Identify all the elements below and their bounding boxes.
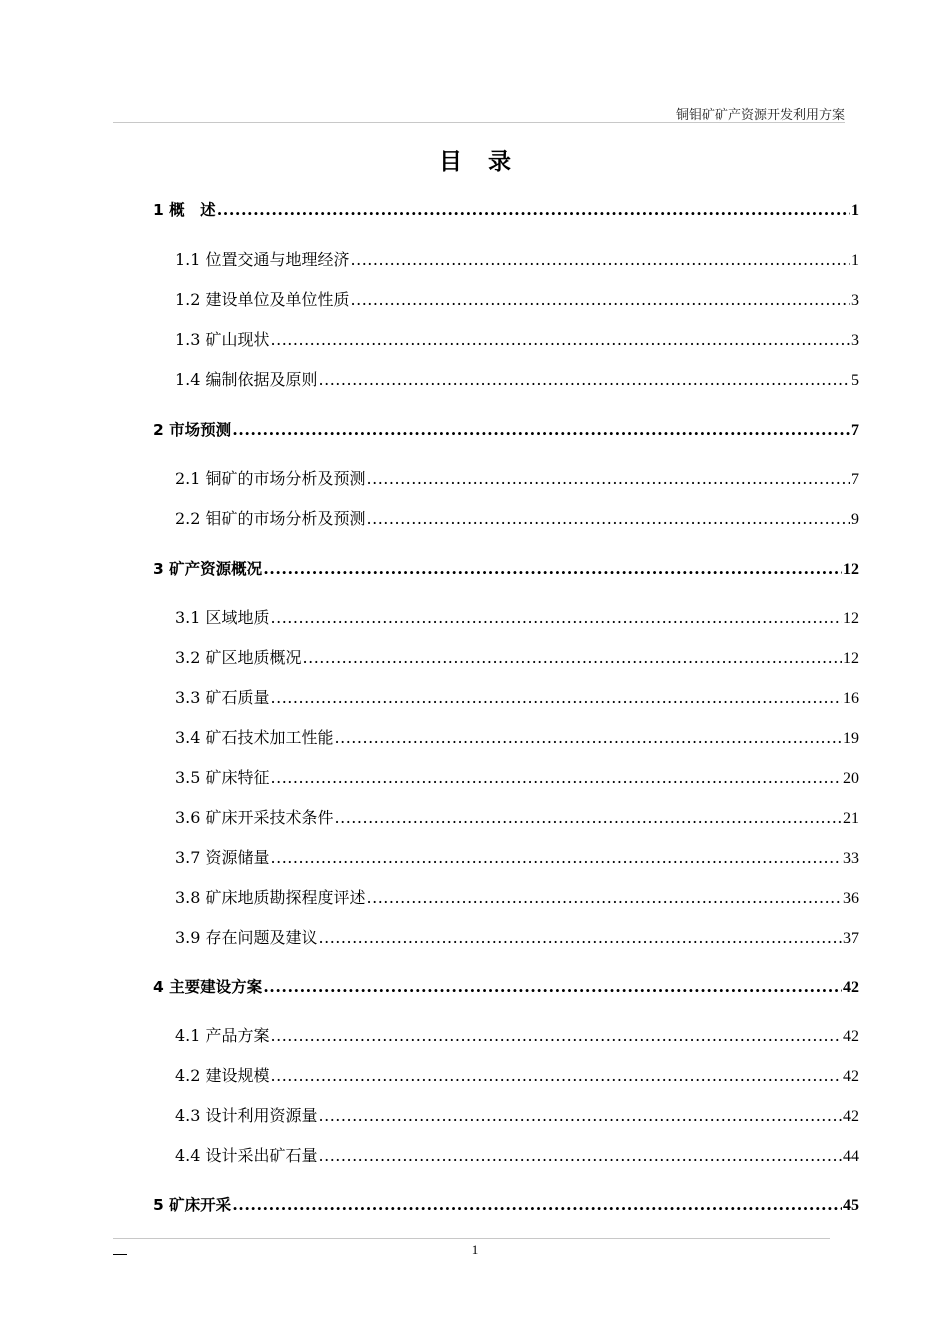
footer-divider [113, 1238, 830, 1239]
toc-dot-leader [335, 726, 842, 750]
toc-entry-label: 1.3 矿山现状 [175, 330, 270, 349]
toc-entry-label: 3.4 矿石技术加工性能 [175, 728, 334, 747]
toc-entry-label: 3.8 矿床地质勘探程度评述 [175, 888, 366, 907]
toc-section-entry[interactable] [175, 726, 859, 750]
toc-section-entry[interactable] [175, 766, 859, 790]
toc-dot-leader [263, 975, 842, 999]
toc-entry-page-number: 37 [843, 930, 859, 947]
toc-dot-leader [271, 606, 842, 630]
toc-section-entry[interactable] [175, 926, 859, 950]
toc-entry-label: 3 矿产资源概况 [153, 560, 263, 578]
page-number: 1 [471, 1242, 479, 1257]
toc-entry-label: 1 概 述 [153, 201, 216, 219]
toc-section-entry[interactable] [175, 1024, 859, 1048]
toc-entry-label: 2 市场预测 [153, 421, 232, 439]
toc-entry-page-number: 19 [843, 730, 859, 747]
toc-entry-label: 3.9 存在问题及建议 [175, 928, 318, 947]
toc-entry-page-number: 33 [843, 850, 859, 867]
toc-section-entry[interactable] [175, 248, 859, 272]
toc-chapter-entry[interactable] [153, 975, 859, 999]
toc-entry-label: 3.2 矿区地质概况 [175, 648, 302, 667]
toc-chapter-entry[interactable] [153, 418, 859, 442]
toc-entry-page-number: 45 [843, 1197, 859, 1214]
toc-entry-page-number: 16 [843, 690, 859, 707]
toc-dot-leader [271, 328, 850, 352]
toc-section-entry[interactable] [175, 1144, 859, 1168]
toc-dot-leader [351, 288, 850, 312]
toc-entry-label: 5 矿床开采 [153, 1196, 232, 1214]
toc-entry-page-number: 3 [851, 332, 859, 349]
toc-dot-leader [232, 1193, 842, 1217]
toc-section-entry[interactable] [175, 646, 859, 670]
toc-dot-leader [319, 368, 850, 392]
toc-dot-leader [335, 806, 842, 830]
toc-chapter-entry[interactable] [153, 1193, 859, 1217]
toc-chapter-entry[interactable] [153, 557, 859, 581]
toc-entry-label: 1.2 建设单位及单位性质 [175, 290, 350, 309]
toc-section-entry[interactable] [175, 846, 859, 870]
running-header: 铜钼矿矿产资源开发利用方案 [675, 108, 845, 123]
toc-dot-leader [271, 766, 842, 790]
footer-mark [113, 1254, 127, 1255]
page-title: 目录 [439, 149, 537, 175]
toc-entry-label: 2.2 钼矿的市场分析及预测 [175, 509, 366, 528]
toc-entry-page-number: 42 [843, 1068, 859, 1085]
toc-entry-label: 3.6 矿床开采技术条件 [175, 808, 334, 827]
toc-dot-leader [351, 248, 850, 272]
toc-entry-page-number: 7 [851, 422, 859, 439]
toc-section-entry[interactable] [175, 1064, 859, 1088]
toc-dot-leader [367, 507, 850, 531]
toc-entry-label: 3.7 资源储量 [175, 848, 270, 867]
toc-section-entry[interactable] [175, 1104, 859, 1128]
toc-dot-leader [319, 1144, 842, 1168]
toc-entry-label: 3.5 矿床特征 [175, 768, 270, 787]
toc-entry-page-number: 20 [843, 770, 859, 787]
toc-entry-page-number: 12 [843, 650, 859, 667]
toc-section-entry[interactable] [175, 328, 859, 352]
toc-dot-leader [232, 418, 850, 442]
toc-dot-leader [271, 1064, 842, 1088]
toc-dot-leader [367, 467, 850, 491]
toc-entry-page-number: 42 [843, 1108, 859, 1125]
header-divider [113, 122, 845, 123]
toc-entry-page-number: 42 [843, 979, 859, 996]
toc-entry-label: 4.4 设计采出矿石量 [175, 1146, 318, 1165]
toc-dot-leader [271, 846, 842, 870]
toc-section-entry[interactable] [175, 368, 859, 392]
toc-entry-page-number: 1 [851, 252, 859, 269]
toc-dot-leader [367, 886, 842, 910]
toc-entry-page-number: 12 [843, 561, 859, 578]
toc-entry-page-number: 3 [851, 292, 859, 309]
toc-entry-page-number: 21 [843, 810, 859, 827]
toc-entry-label: 4.2 建设规模 [175, 1066, 270, 1085]
toc-section-entry[interactable] [175, 467, 859, 491]
toc-entry-label: 1.4 编制依据及原则 [175, 370, 318, 389]
toc-chapter-entry[interactable] [153, 198, 859, 222]
toc-section-entry[interactable] [175, 606, 859, 630]
toc-entry-label: 4 主要建设方案 [153, 978, 263, 996]
toc-entry-page-number: 36 [843, 890, 859, 907]
toc-section-entry[interactable] [175, 806, 859, 830]
toc-section-entry[interactable] [175, 886, 859, 910]
toc-entry-label: 3.3 矿石质量 [175, 688, 270, 707]
toc-entry-page-number: 42 [843, 1028, 859, 1045]
toc-section-entry[interactable] [175, 686, 859, 710]
toc-dot-leader [217, 198, 850, 222]
toc-entry-label: 4.1 产品方案 [175, 1026, 270, 1045]
toc-entry-label: 1.1 位置交通与地理经济 [175, 250, 350, 269]
toc-entry-page-number: 7 [851, 471, 859, 488]
toc-entry-label: 2.1 铜矿的市场分析及预测 [175, 469, 366, 488]
toc-entry-page-number: 1 [851, 202, 859, 219]
toc-entry-page-number: 44 [843, 1148, 859, 1165]
toc-section-entry[interactable] [175, 507, 859, 531]
toc-dot-leader [263, 557, 842, 581]
toc-dot-leader [319, 926, 842, 950]
toc-dot-leader [319, 1104, 842, 1128]
toc-entry-page-number: 5 [851, 372, 859, 389]
toc-dot-leader [271, 1024, 842, 1048]
toc-dot-leader [303, 646, 842, 670]
toc-dot-leader [271, 686, 842, 710]
toc-entry-page-number: 9 [851, 511, 859, 528]
toc-entry-page-number: 12 [843, 610, 859, 627]
toc-entry-label: 4.3 设计利用资源量 [175, 1106, 318, 1125]
toc-entry-label: 3.1 区域地质 [175, 608, 270, 627]
toc-section-entry[interactable] [175, 288, 859, 312]
